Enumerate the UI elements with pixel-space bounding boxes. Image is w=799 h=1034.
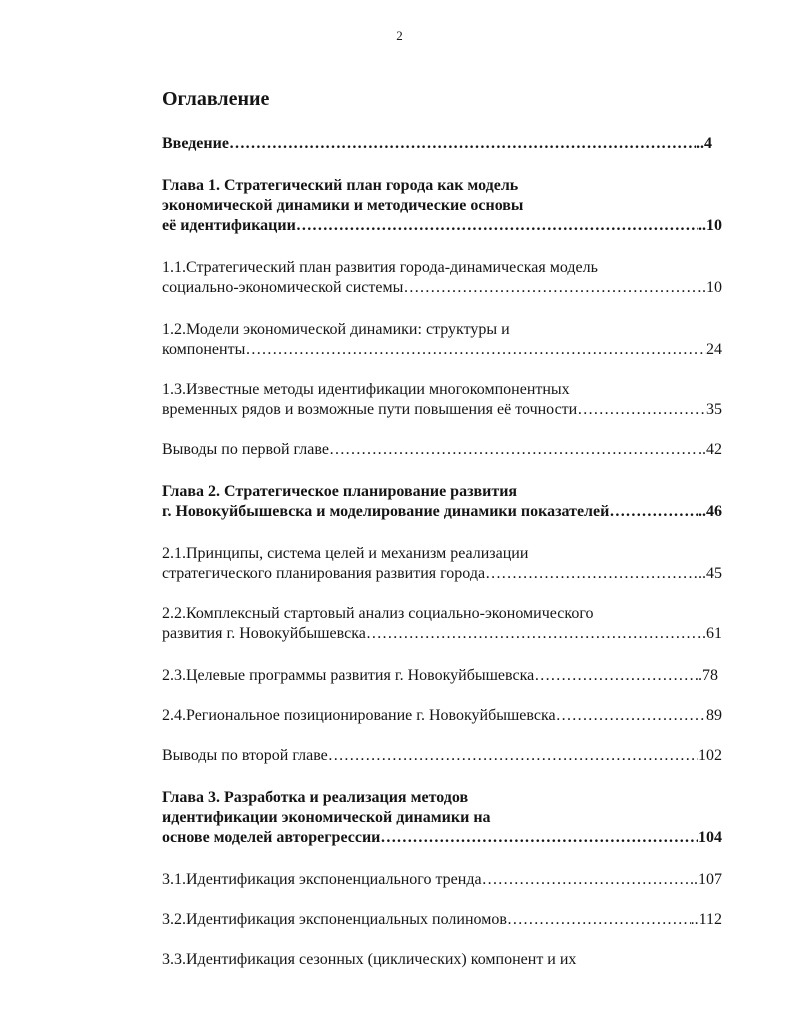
toc-entry (162, 666, 718, 686)
toc-entry-line (162, 134, 712, 154)
toc-entry-line (162, 706, 722, 726)
toc-entry-text: 3.3.Идентификация сезонных (циклических) компонент и их (162, 951, 577, 968)
toc-page-number: ..107 (690, 871, 722, 888)
toc-entry (162, 134, 712, 154)
toc-entry (162, 320, 722, 360)
toc-entry-text: Глава 2. Стратегическое планирование развития (162, 483, 518, 500)
dot-leader (577, 400, 706, 420)
page-number: 2 (396, 28, 403, 43)
toc-page-number: ..42 (698, 441, 722, 458)
dot-leader (534, 666, 698, 686)
toc-title: Оглавление (162, 88, 270, 110)
toc-page-number: ..10 (698, 217, 722, 234)
toc-entry (162, 258, 722, 298)
toc-entry-text: 2.1.Принципы, система целей и механизм реализации (162, 545, 529, 562)
dot-leader (403, 278, 702, 298)
toc-entry-text: Глава 1. Стратегический план города как модель (162, 177, 519, 194)
toc-entry-text: идентификации экономической динамики на (162, 809, 491, 826)
toc-entry-text: г. Новокуйбышевска и моделирование динамики показателей (162, 503, 610, 520)
toc-entry-text: временных рядов и возможные пути повышения её точности (162, 401, 578, 418)
dot-leader (485, 564, 698, 584)
toc-entry (162, 910, 722, 930)
dot-leader (482, 870, 690, 890)
toc-entry-text: Глава 3. Разработка и реализация методов (162, 789, 469, 806)
toc-entry-text: компоненты (162, 341, 246, 358)
toc-page-number: 104 (698, 829, 722, 846)
dot-leader (328, 746, 698, 766)
toc-entry-line (162, 564, 722, 584)
dot-leader (556, 706, 706, 726)
toc-entry (162, 482, 722, 522)
toc-entry-text: Выводы по первой главе (162, 441, 329, 458)
toc-entry-text: её идентификации (162, 217, 296, 234)
toc-entry-text: развития г. Новокуйбышевска (162, 625, 366, 642)
toc-entry-text: основе моделей авторегрессии (162, 829, 381, 846)
toc-entry-line (162, 400, 722, 420)
toc-entry-text: 2.2.Комплексный стартовый анализ социально-экономического (162, 605, 594, 622)
toc-page-number: 35 (706, 401, 722, 418)
toc-entry-line (162, 440, 722, 460)
toc-page-number: 102 (698, 747, 722, 764)
dot-leader (507, 910, 691, 930)
toc-page-number: 24 (706, 341, 722, 358)
dot-leader (296, 216, 698, 236)
toc-entry-text: 3.2.Идентификация экспоненциальных полиномов (162, 911, 507, 928)
toc-entry (162, 788, 722, 848)
toc-entry-text: Выводы по второй главе (162, 747, 328, 764)
toc-entry (162, 604, 722, 644)
toc-entry-line (162, 870, 722, 890)
toc-entry-line (162, 828, 722, 848)
toc-entry-text: социально-экономической системы (162, 279, 404, 296)
toc-entry-text: 1.1.Стратегический план развития города-динамическая модель (162, 259, 598, 276)
toc-entry-text: 2.4.Региональное позиционирование г. Новокуйбышевска (162, 707, 556, 724)
dot-leader (229, 134, 696, 154)
toc-page-number: .61 (702, 625, 722, 642)
toc-entry-line (162, 216, 722, 236)
dot-leader (609, 502, 698, 522)
toc-entry (162, 870, 722, 890)
toc-entry-text: Введение (162, 135, 229, 152)
toc-entry-text: экономической динамики и методические основы (162, 197, 524, 214)
toc-entry-text: 1.2.Модели экономической динамики: структуры и (162, 321, 510, 338)
toc-entry-text: стратегического планирования развития города (162, 565, 486, 582)
toc-entry-line (162, 278, 722, 298)
toc-entry (162, 544, 722, 584)
toc-entry-line (162, 502, 722, 522)
toc-entry-line (162, 624, 722, 644)
toc-page-number: ..112 (690, 911, 722, 928)
dot-leader (245, 340, 706, 360)
toc-entry (162, 176, 722, 236)
toc-entry (162, 950, 722, 970)
toc-page-number: ..45 (698, 565, 722, 582)
toc-entry-line (162, 746, 722, 766)
toc-entry-line (162, 340, 722, 360)
toc-page-number: ..46 (698, 503, 722, 520)
toc-entry-text: 1.3.Известные методы идентификации многокомпонентных (162, 381, 570, 398)
toc-entry-text: 2.3.Целевые программы развития г. Новокуйбышевска (162, 667, 535, 684)
toc-entry (162, 440, 722, 460)
toc-page-number: .78 (698, 667, 718, 684)
toc-page-number: .10 (702, 279, 722, 296)
toc-page-number: 89 (706, 707, 722, 724)
toc-entry (162, 746, 722, 766)
toc-entry-line (162, 666, 718, 686)
toc-entry (162, 380, 722, 420)
dot-leader (329, 440, 698, 460)
toc-page-number: ..4 (696, 135, 712, 152)
toc-entry-text: 3.1.Идентификация экспоненциального тренда (162, 871, 482, 888)
dot-leader (380, 828, 698, 848)
toc-entry-line (162, 910, 722, 930)
dot-leader (366, 624, 702, 644)
toc-entry (162, 706, 722, 726)
